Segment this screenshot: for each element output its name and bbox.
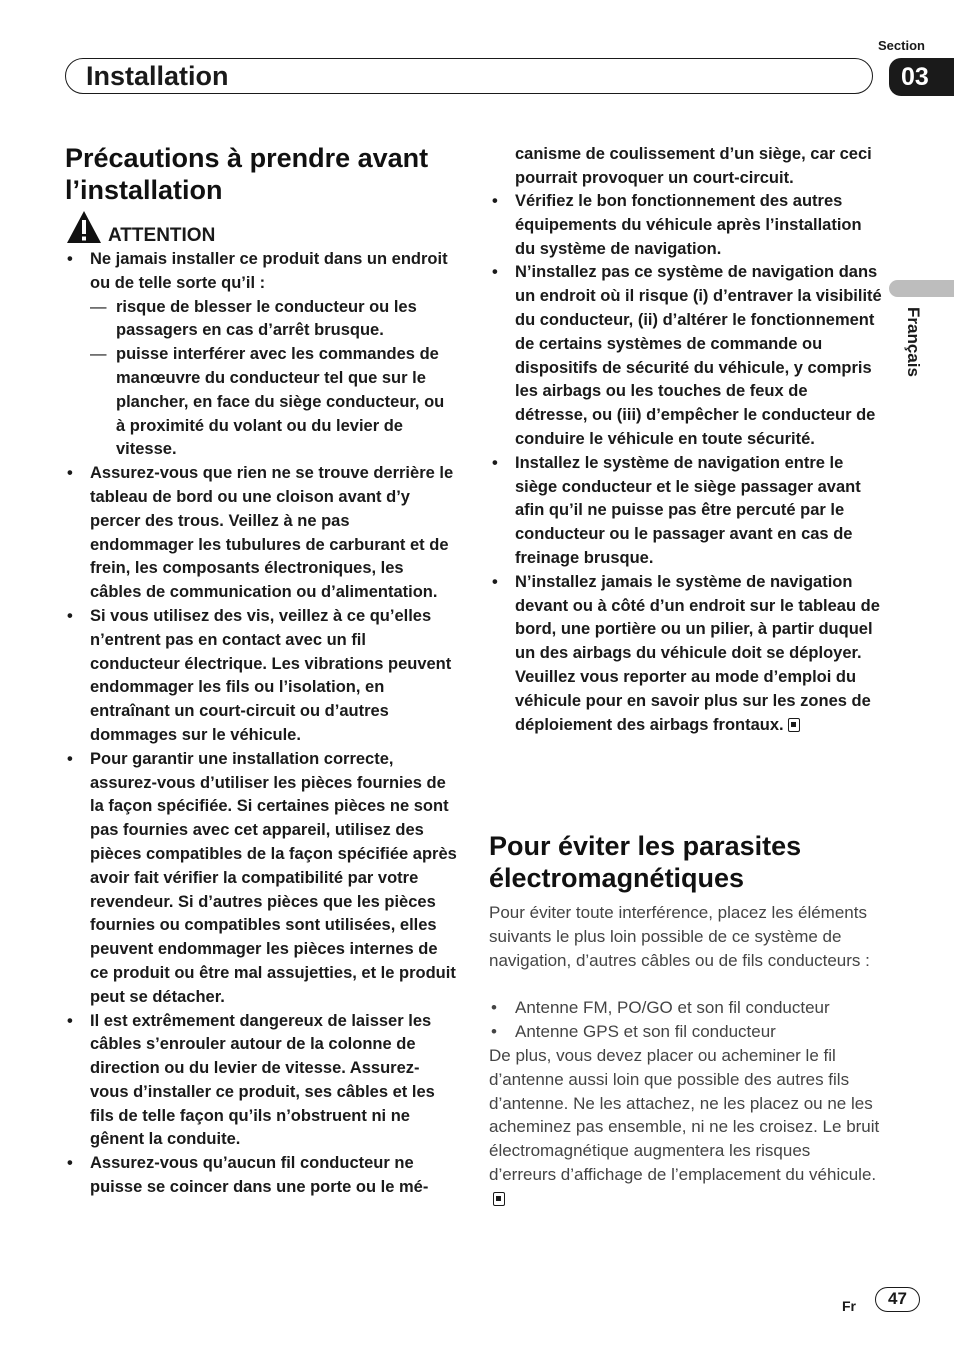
- sub-list-item: — risque de blesser le conducteur ou les passagers en cas d’arrêt brusque.: [90, 296, 457, 344]
- list-item: [490, 571, 882, 738]
- section-end-icon: [788, 718, 800, 732]
- list-item: • Antenne GPS et son fil conducteur: [489, 1020, 881, 1044]
- list-item-text: Ne jamais installer ce produit dans un endroit ou de telle sorte qu’il :: [90, 250, 448, 292]
- heading-precautions: Précautions à prendre avant l’installation: [65, 143, 429, 205]
- list-item: • Il est extrêmement dangereux de laisser les câbles s’enrouler autour de la colonne de direction ou du levier de vitesse. Assurez-vous d’installer ce produit, ses câbles et les fils de telle façon qu’ils n’obstruent ni ne gênent la conduite.: [65, 1010, 457, 1153]
- sub-list: [90, 296, 457, 463]
- list-item-continuation: canisme de coulissement d’un siège, car ceci pourrait provoquer un court-circuit.: [515, 145, 872, 187]
- precautions-list-continued: [490, 190, 882, 737]
- interference-intro: Pour éviter toute interférence, placez les éléments suivants le plus loin possible de ce système de navigation, d’autres câbles ou de fils conducteurs :: [489, 903, 870, 970]
- list-item-text: N’installez jamais le système de navigation devant ou à côté d’un endroit sur le tableau de bord, une portière ou un pilier, à partir duquel un des airbags du véhicule doit se déployer. Veuillez vous reporter au mode d’emploi du véhicule pour en savoir plus sur les zones de déploiement des airbags frontaux.: [515, 572, 880, 734]
- warning-triangle-icon: [66, 210, 102, 244]
- attention-label: ATTENTION: [108, 225, 216, 246]
- section-end-icon: [493, 1192, 505, 1206]
- footer-language: Fr: [842, 1298, 856, 1314]
- page-number: 47: [875, 1287, 920, 1312]
- sub-list-item: — puisse interférer avec les commandes de manœuvre du conducteur tel que sur le plancher, en face du siège conducteur, ou à proximité du volant ou du levier de vitesse.: [90, 343, 457, 462]
- heading-interference: Pour éviter les parasites électromagnétiques: [489, 831, 802, 893]
- section-number-badge: 03: [889, 58, 954, 96]
- language-tab: [889, 280, 954, 297]
- paragraph-text: De plus, vous devez placer ou acheminer le fil d’antenne aussi loin que possible des autres fils d’antenne. Ne les attachez, ne les placez ou ne les acheminez pas ensemble, ni ne les croisez. Le bruit électromagnétique augmentera les risques d’erreurs d’affichage de l’emplacement du véhicule.: [489, 1046, 880, 1184]
- list-item: • N’installez pas ce système de navigation dans un endroit où il risque (i) d’entraver la visibilité du conducteur, (ii) d’altérer le fonctionnement de certains systèmes de commande ou dispositifs de sécurité du véhicule, y compris les airbags ou les touches de feux de détresse, ou (iii) d’empêcher le conducteur de conduire le véhicule en toute sécurité.: [490, 261, 882, 451]
- list-item: [65, 248, 457, 462]
- list-item: • Antenne FM, PO/GO et son fil conducteur: [489, 996, 881, 1020]
- list-item: • Si vous utilisez des vis, veillez à ce qu’elles n’entrent pas en contact avec un fil conducteur électrique. Les vibrations peuvent endommager les fils ou l’isolation, en entraînant un court-circuit ou d’autres dommages sur le véhicule.: [65, 605, 457, 748]
- list-item: • Assurez-vous qu’aucun fil conducteur ne puisse se coincer dans une porte ou le mé-: [65, 1152, 457, 1200]
- list-item: • Vérifiez le bon fonctionnement des autres équipements du véhicule après l’installation du système de navigation.: [490, 190, 882, 261]
- list-item: • Installez le système de navigation entre le siège conducteur et le siège passager avant afin qu’il ne puisse pas être percuté par le conducteur ou le passager avant en cas de freinage brusque.: [490, 452, 882, 571]
- list-item: • Assurez-vous que rien ne se trouve derrière le tableau de bord ou une cloison avant d’y percer des trous. Veillez à ne pas endommager les tubulures de carburant et de frein, les composants électroniques, les câbles de communication ou d’alimentation.: [65, 462, 457, 605]
- section-label: Section: [878, 38, 925, 53]
- interference-paragraph: [489, 1044, 881, 1211]
- page-title: Installation: [86, 61, 229, 91]
- interference-list: [489, 996, 881, 1044]
- precautions-list: [65, 248, 457, 1200]
- list-item: • Pour garantir une installation correcte, assurez-vous d’utiliser les pièces fournies de la façon spécifiée. Si certaines pièces ne sont pas fournies avec cet appareil, utilisez des pièces compatibles de la façon spécifiée après avoir fait vérifier la compatibilité par votre revendeur. Si d’autres pièces que les pièces fournies ou compatibles sont utilisées, elles peuvent endommager les pièces internes de ce produit ou être mal assujetties, et le produit peut se détacher.: [65, 748, 457, 1010]
- language-tab-label: Français: [904, 307, 923, 377]
